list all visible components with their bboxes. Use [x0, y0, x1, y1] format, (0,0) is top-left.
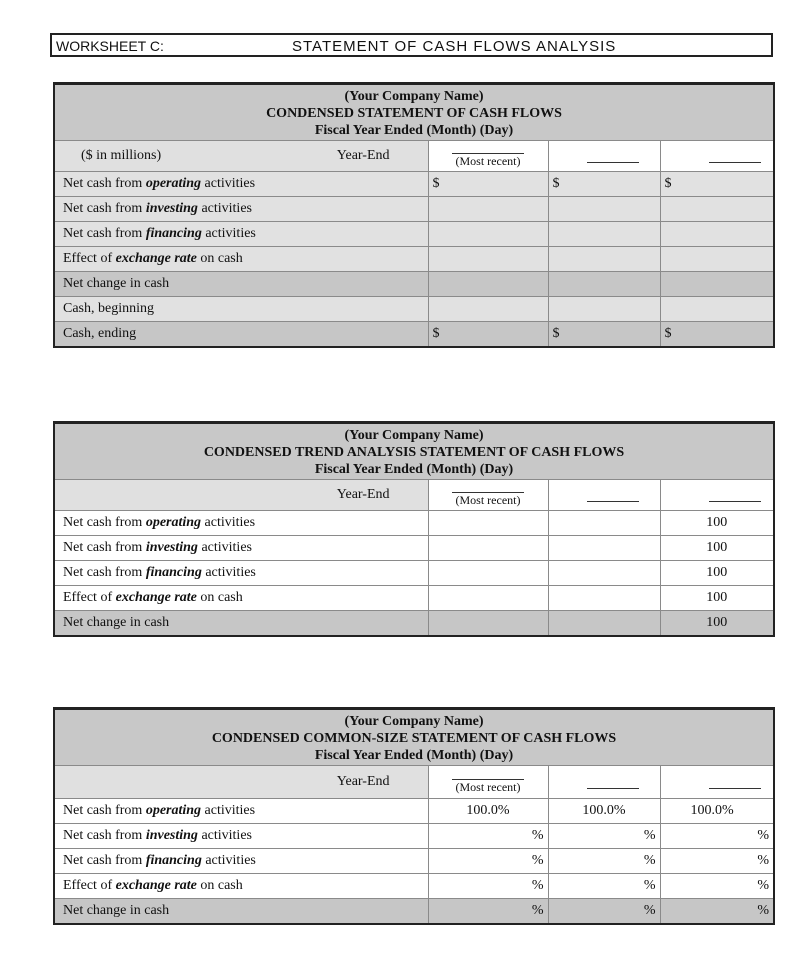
most-recent-header: (Most recent): [428, 141, 548, 172]
fiscal-year-line: Fiscal Year Ended (Month) (Day): [314, 462, 514, 477]
header-label-cell: [54, 766, 428, 799]
most-recent-header: (Most recent): [428, 480, 548, 511]
value-cell[interactable]: $: [428, 172, 548, 197]
worksheet-title: STATEMENT OF CASH FLOWS ANALYSIS: [292, 38, 617, 55]
statement-title: CONDENSED STATEMENT OF CASH FLOWS: [266, 106, 562, 121]
statement-title: CONDENSED TREND ANALYSIS STATEMENT OF CASH FLOWS: [203, 445, 625, 460]
value-cell[interactable]: [660, 272, 774, 297]
row-label: Effect of exchange rate on cash: [54, 586, 428, 611]
percent-cell[interactable]: %: [548, 899, 660, 925]
value-cell[interactable]: [428, 586, 548, 611]
table-title-block: [54, 84, 774, 141]
table-row: [54, 799, 774, 824]
worksheet-header: [50, 33, 773, 57]
value-cell[interactable]: [548, 297, 660, 322]
percent-cell[interactable]: %: [660, 824, 774, 849]
year-end-label: Year-End: [336, 487, 390, 502]
table-row: [54, 874, 774, 899]
value-cell[interactable]: [428, 561, 548, 586]
table-row: [54, 322, 774, 348]
table-row: [54, 272, 774, 297]
header-label-cell: [54, 480, 428, 511]
table-row: [54, 586, 774, 611]
table-row: [54, 611, 774, 637]
row-label: Effect of exchange rate on cash: [54, 874, 428, 899]
value-cell[interactable]: [548, 611, 660, 637]
row-label: Net cash from financing activities: [54, 222, 428, 247]
percent-cell[interactable]: %: [660, 899, 774, 925]
value-cell[interactable]: [548, 197, 660, 222]
worksheet-label: WORKSHEET C:: [56, 38, 164, 54]
base-year-value: 100: [660, 611, 774, 637]
trend-analysis-table: [53, 421, 775, 637]
hundred-percent-value: 100.0%: [548, 799, 660, 824]
table-row: [54, 172, 774, 197]
value-cell[interactable]: $: [548, 172, 660, 197]
common-size-table: [53, 707, 775, 925]
row-label: Net cash from operating activities: [54, 511, 428, 536]
table-row: [54, 222, 774, 247]
value-cell[interactable]: [660, 247, 774, 272]
table-row: [54, 536, 774, 561]
row-label: Net cash from operating activities: [54, 799, 428, 824]
row-label: Net cash from financing activities: [54, 849, 428, 874]
row-label: Cash, ending: [54, 322, 428, 348]
value-cell[interactable]: [428, 272, 548, 297]
row-label: Cash, beginning: [54, 297, 428, 322]
base-year-value: 100: [660, 586, 774, 611]
value-cell[interactable]: [548, 586, 660, 611]
value-cell[interactable]: [428, 297, 548, 322]
value-cell[interactable]: [660, 222, 774, 247]
value-cell[interactable]: [548, 272, 660, 297]
value-cell[interactable]: [660, 197, 774, 222]
company-name: (Your Company Name): [344, 89, 484, 104]
table-title-block: [54, 423, 774, 480]
year-blank-header[interactable]: [660, 766, 774, 799]
percent-cell[interactable]: %: [548, 824, 660, 849]
value-cell[interactable]: $: [428, 322, 548, 348]
row-label: Net change in cash: [54, 899, 428, 925]
table-row: [54, 849, 774, 874]
value-cell[interactable]: [548, 247, 660, 272]
percent-cell[interactable]: %: [548, 849, 660, 874]
row-label: Net change in cash: [54, 272, 428, 297]
value-cell[interactable]: [428, 611, 548, 637]
hundred-percent-value: 100.0%: [428, 799, 548, 824]
year-end-label: Year-End: [336, 148, 390, 163]
units-label: ($ in millions): [81, 148, 162, 163]
row-label: Net cash from investing activities: [54, 824, 428, 849]
table-row: [54, 297, 774, 322]
base-year-value: 100: [660, 561, 774, 586]
hundred-percent-value: 100.0%: [660, 799, 774, 824]
row-label: Net cash from operating activities: [54, 172, 428, 197]
value-cell[interactable]: [428, 222, 548, 247]
row-label: Net cash from investing activities: [54, 197, 428, 222]
percent-cell[interactable]: %: [428, 874, 548, 899]
value-cell[interactable]: [548, 222, 660, 247]
row-label: Effect of exchange rate on cash: [54, 247, 428, 272]
year-blank-header[interactable]: [548, 141, 660, 172]
percent-cell[interactable]: %: [428, 849, 548, 874]
value-cell[interactable]: $: [660, 172, 774, 197]
table-row: [54, 899, 774, 925]
year-end-label: Year-End: [336, 774, 390, 789]
value-cell[interactable]: [548, 536, 660, 561]
fiscal-year-line: Fiscal Year Ended (Month) (Day): [314, 748, 514, 763]
base-year-value: 100: [660, 511, 774, 536]
value-cell[interactable]: [548, 561, 660, 586]
row-label: Net change in cash: [54, 611, 428, 637]
most-recent-header: (Most recent): [428, 766, 548, 799]
company-name: (Your Company Name): [344, 428, 484, 443]
value-cell[interactable]: [428, 536, 548, 561]
percent-cell[interactable]: %: [548, 874, 660, 899]
year-blank-header[interactable]: [660, 480, 774, 511]
base-year-value: 100: [660, 536, 774, 561]
table-title-block: [54, 709, 774, 766]
table-row: [54, 824, 774, 849]
row-label: Net cash from financing activities: [54, 561, 428, 586]
percent-cell[interactable]: %: [428, 899, 548, 925]
statement-title: CONDENSED COMMON-SIZE STATEMENT OF CASH FLOWS: [211, 731, 617, 746]
table-row: [54, 247, 774, 272]
value-cell[interactable]: [428, 511, 548, 536]
row-label: Net cash from investing activities: [54, 536, 428, 561]
percent-cell[interactable]: %: [428, 824, 548, 849]
value-cell[interactable]: [548, 511, 660, 536]
value-cell[interactable]: $: [660, 322, 774, 348]
value-cell[interactable]: [428, 197, 548, 222]
percent-cell[interactable]: %: [660, 849, 774, 874]
cash-flows-table: [53, 82, 775, 348]
value-cell[interactable]: $: [548, 322, 660, 348]
year-blank-header[interactable]: [548, 766, 660, 799]
value-cell[interactable]: [660, 297, 774, 322]
year-blank-header[interactable]: [660, 141, 774, 172]
table-row: [54, 511, 774, 536]
table-row: [54, 561, 774, 586]
fiscal-year-line: Fiscal Year Ended (Month) (Day): [314, 123, 514, 138]
table-row: [54, 197, 774, 222]
header-label-cell: [54, 141, 428, 172]
percent-cell[interactable]: %: [660, 874, 774, 899]
value-cell[interactable]: [428, 247, 548, 272]
company-name: (Your Company Name): [344, 714, 484, 729]
year-blank-header[interactable]: [548, 480, 660, 511]
